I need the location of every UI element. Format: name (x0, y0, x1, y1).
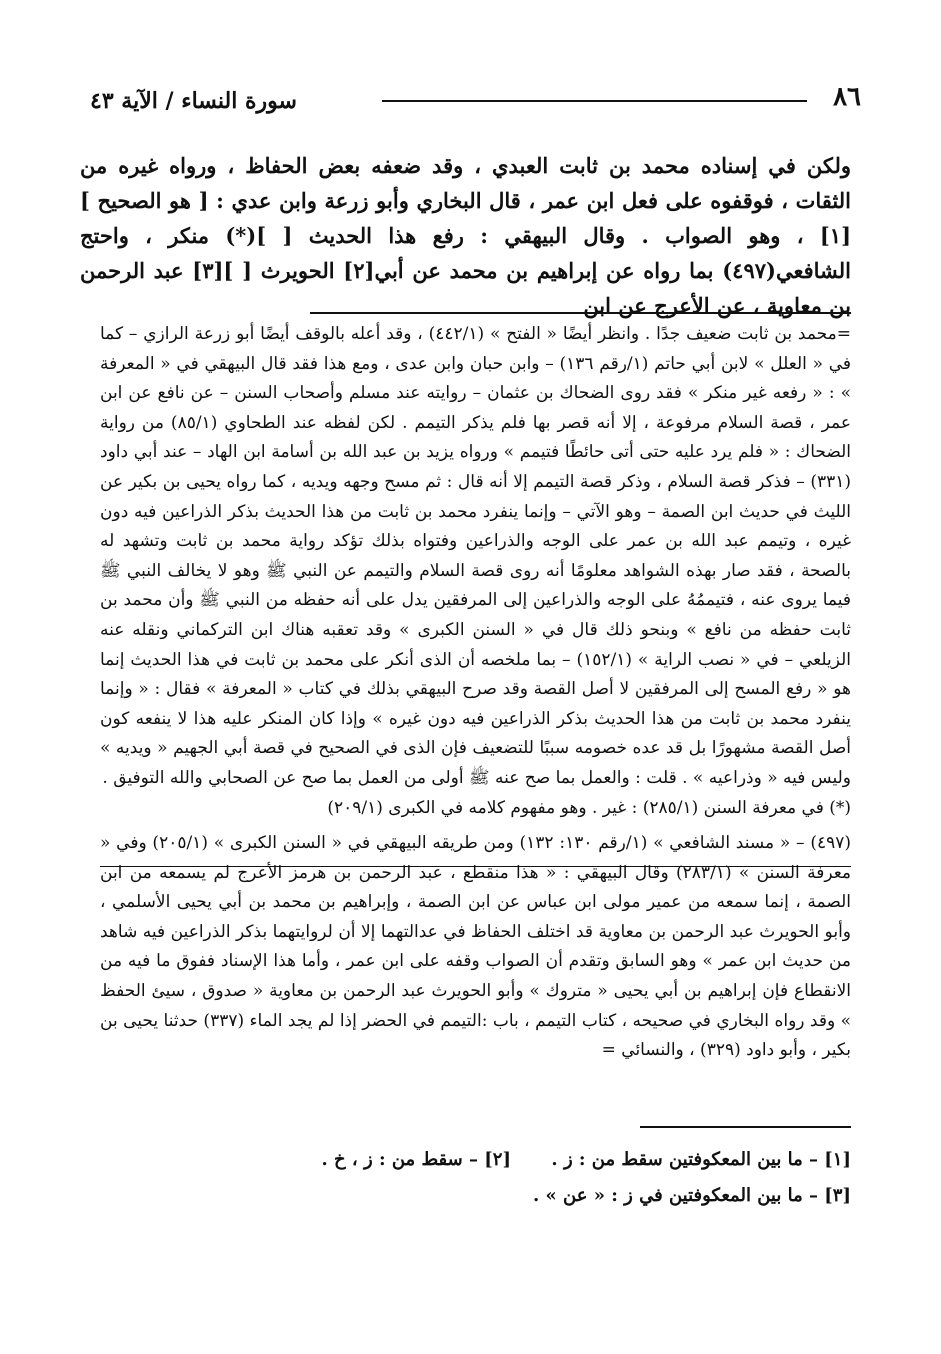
critical-notes-row (100, 1178, 851, 1214)
critical-note-2: [٢] – سقط من : ز ، خ . (321, 1149, 511, 1170)
main-text (80, 148, 851, 323)
page-number: ٨٦ (833, 82, 861, 112)
critical-note-3: [٣] – ما بين المعكوفتين في ز : « عن » . (532, 1185, 851, 1206)
critical-note-1: [١] – ما بين المعكوفتين سقط من : ز . (551, 1149, 851, 1170)
page-header (60, 78, 861, 118)
footnote-497: (٤٩٧) – « مسند الشافعي » (١/رقم ١٣٠: ١٣٢) ومن طريقه البيهقي في « السنن الكبرى » (٢٠٥/١) وفي « معرفة السنن » (٢٨٣/١) وقال البيهقي : « هذا منقطع ، عبد الرحمن بن هرمز الأعرج لم يسمعه من ابن الصمة ، إنما سمعه من عمير مولى ابن عباس عن ابن الصمة ، وإبراهيم بن محمد بن أبي يحيى الأسلمي ، وأبو الحويرث عبد الرحمن بن معاوية قد اختلف الحفاظ في عدالتهما إلا أن لروايتهما بذكر الذراعين فيه شاهد من حديث ابن عمر » وهو السابق وتقدم أن الصواب وقفه على ابن عمر ، وأما هذا الإسناد ففوق ما فيه من الانقطاع فإن إبراهيم بن أبي يحيى « متروك » وأبو الحويرث عبد الرحمن بن معاوية « صدوق ، سيئ الحفظ » وقد رواه البخاري في صحيحه ، كتاب التيمم ، باب :التيمم في الحضر إذا لم يجد الماء (٣٣٧) حدثنا يحيى بن بكير ، وأبو داود (٣٢٩) ، والنسائي = (100, 833, 852, 1061)
footnote-continued: =محمد بن ثابت ضعيف جدًا . وانظر أيضًا « الفتح » (٤٤٢/١) ، وقد أعله بالوقف أيضًا أبو زرعة الرازي – كما في « العلل » لابن أبي حاتم (١/رقم ١٣٦) – وابن حبان وابن عدى ، ومع هذا فقد قال البيهقي في « المعرفة » : « رفعه غير منكر » فقد روى الضحاك بن عثمان – روايته عند مسلم وأصحاب السنن – عن نافع عن ابن عمر ، قصة السلام مرفوعة ، إلا أنه قصر بها فلم يذكر التيمم . لكن لفظه عند الطحاوي (٨٥/١) من رواية الضحاك : « فلم يرد عليه حتى أتى حائطًا فتيمم » ورواه يزيد بن عبد الله بن أسامة ابن الهاد – عند أبي داود (٣٣١) – فذكر قصة السلام ، وذكر قصة التيمم إلا أنه قال : ثم مسح وجهه ويديه ، كما رواه يحيى بن بكير عن الليث في حديث ابن الصمة – وهو الآتي – وإنما ينفرد محمد بن ثابت من هذا الحديث بذكر الذراعين فيه دون غيره ، وتيمم عبد الله بن عمر على الوجه والذراعين وفتواه بذلك تؤكد رواية محمد بن ثابت وتشهد له بالصحة ، فقد صار بهذه الشواهد معلومًا أنه روى قصة السلام والتيمم عن النبي ﷺ وهو لا يخالف النبي ﷺ فيما يروى عنه ، فتيممُهُ على الوجه والذراعين إلى المرفقين يدل على أنه حفظه من النبي ﷺ وأن محمد بن ثابت حفظه من نافع » وبنحو ذلك قال في « السنن الكبرى » وقد تعقبه هناك ابن التركماني ونقله عنه الزيلعي – في « نصب الراية » (١٥٢/١) – بما ملخصه أن الذى أنكر على محمد بن ثابت في هذا الحديث إنما هو « رفع المسح إلى المرفقين لا أصل القصة وقد صرح البيهقي بذلك في كتاب « المعرفة » فقال : « وإنما ينفرد محمد بن ثابت من هذا الحديث بذكر الذراعين فيه دون غيره » وإذا كان المنكر عليه هذا لا ينفعه كون أصل القصة مشهورًا بل قد عده خصومه سببًا للتضعيف فإن الذى في الصحيح في قصة أبي الجهيم « ويديه » وليس فيه « وذراعيه » . قلت : والعمل بما صح عنه ﷺ أولى من العمل بما صح عن الصحابي والله التوفيق . (100, 324, 852, 788)
footnote-separator (100, 866, 851, 867)
surah-title: سورة النساء / الآية ٤٣ (90, 88, 297, 114)
critical-notes-divider (640, 1126, 851, 1128)
footnote-divider (310, 312, 851, 314)
main-paragraph: ولكن في إسناده محمد بن ثابت العبدي ، وقد ضعفه بعض الحفاظ ، ورواه غيره من الثقات ، فوقفوه على فعل ابن عمر ، قال البخاري وأبو زرعة وابن عدي : [ هو الصحيح ][١] ، وهو الصواب . وقال البيهقي : رفع هذا الحديث [ ](*) منكر ، واحتج الشافعي(٤٩٧) بما رواه عن إبراهيم بن محمد عن أبي[٢] الحويرث [ ][٣] عبد الرحمن بن معاوية ، عن الأعرج عن ابن (80, 153, 851, 318)
footnote-star: (*) في معرفة السنن (٢٨٥/١) : غير . وهو مفهوم كلامه في الكبرى (٢٠٩/١) (327, 797, 851, 818)
footnotes (100, 320, 851, 1066)
critical-notes (100, 1142, 851, 1214)
header-rule (382, 100, 807, 102)
critical-notes-row (100, 1142, 851, 1178)
